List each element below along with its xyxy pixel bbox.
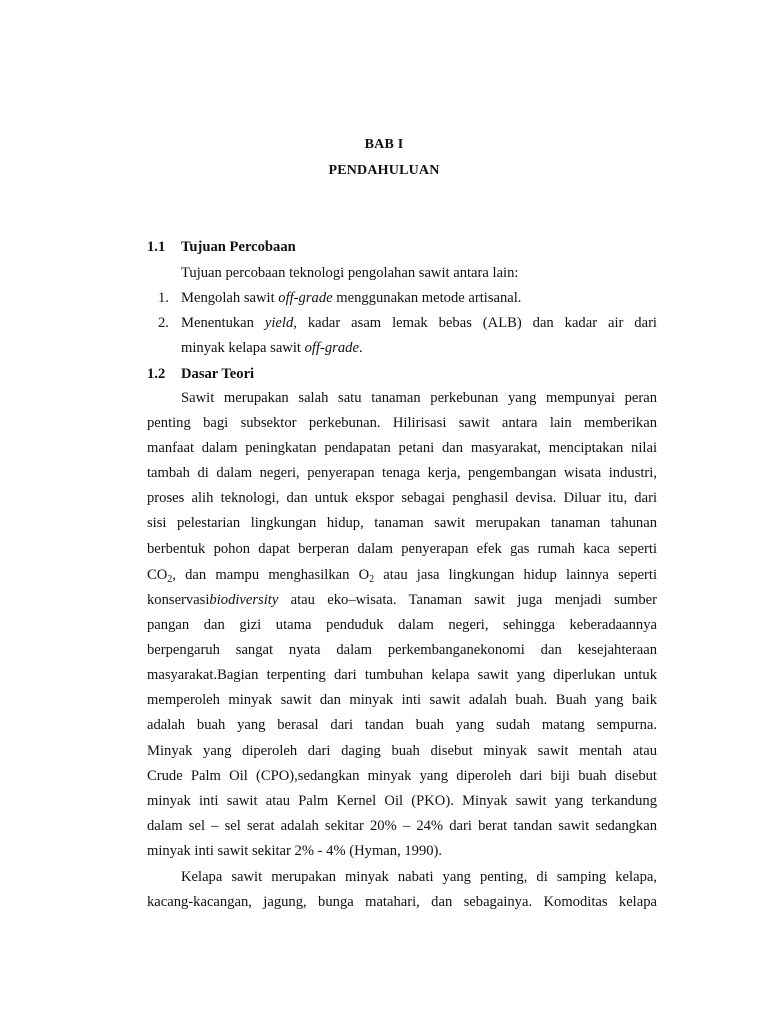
list-item-1: Mengolah sawit off-grade menggunakan metode artisanal. [181, 290, 522, 306]
paragraph-1-line-19: minyak inti sawit sekitar 2% - 4% (Hyman, 1990). [147, 843, 443, 859]
section-number-1-1: 1.1 [147, 239, 166, 255]
paragraph-1-line-16: Crude Palm Oil (CPO),sedangkan minyak yang diperoleh dari biji buah disebut [147, 768, 657, 784]
chapter-number: BAB I [364, 137, 404, 152]
section-intro: Tujuan percobaan teknologi pengolahan sawit antara lain: [181, 265, 519, 281]
paragraph-2-line-1: Kelapa sawit merupakan minyak nabati yang penting, di samping kelapa, [181, 869, 657, 885]
list-item-2-line-1: Menentukan yield, kadar asam lemak bebas (ALB) dan kadar air dari [181, 315, 657, 331]
paragraph-1-line-10: pangan dan gizi utama penduduk dalam negeri, sehingga keberadaannya [147, 617, 657, 633]
paragraph-1-line-6: sisi pelestarian lingkungan hidup, tanaman sawit merupakan tanaman tahunan [147, 515, 657, 531]
chapter-title: PENDAHULUAN [328, 163, 440, 178]
paragraph-1-line-1: Sawit merupakan salah satu tanaman perkebunan yang mempunyai peran [181, 390, 657, 406]
paragraph-1-line-17: minyak inti sawit atau Palm Kernel Oil (PKO). Minyak sawit yang terkandung [147, 793, 657, 809]
paragraph-1-line-13: memperoleh minyak sawit dan minyak inti sawit adalah buah. Buah yang baik [147, 692, 657, 708]
list-marker-2: 2. [158, 315, 169, 331]
section-title-1-2: Dasar Teori [181, 366, 255, 382]
paragraph-1-line-7: berbentuk pohon dapat berperan dalam penyerapan efek gas rumah kaca seperti [147, 541, 657, 557]
list-item-2-line-2: minyak kelapa sawit off-grade. [181, 340, 363, 356]
paragraph-1-line-11: berpengaruh sangat nyata dalam perkembanganekonomi dan kesejahteraan [147, 642, 657, 658]
paragraph-1-line-9: konservasibiodiversity atau eko–wisata. Tanaman sawit juga menjadi sumber [147, 592, 657, 608]
paragraph-1-line-2: penting bagi subsektor perkebunan. Hilirisasi sawit antara lain memberikan [147, 415, 657, 431]
paragraph-1-line-5: proses alih teknologi, dan untuk ekspor sebagai penghasil devisa. Diluar itu, dari [147, 490, 657, 506]
paragraph-1-line-15: Minyak yang diperoleh dari daging buah disebut minyak sawit mentah atau [147, 743, 657, 759]
paragraph-1-line-8: $CO_2$, dan mampu menghasilkan $O_2$ atau jasa lingkungan hidup lainnya seperti [147, 567, 657, 584]
paragraph-1-line-14: adalah buah yang berasal dari tandan buah yang sudah matang sempurna. [147, 717, 657, 733]
list-marker-1: 1. [158, 290, 169, 306]
paragraph-1-line-18: dalam sel – sel serat adalah sekitar 20% – 24% dari berat tandan sawit sedangkan [147, 818, 657, 834]
section-title-1-1: Tujuan Percobaan [181, 239, 296, 255]
section-number-1-2: 1.2 [147, 366, 166, 382]
paragraph-1-line-12: masyarakat.Bagian terpenting dari tumbuhan kelapa sawit yang diperlukan untuk [147, 667, 657, 683]
paragraph-2-line-2: kacang-kacangan, jagung, bunga matahari, dan sebagainya. Komoditas kelapa [147, 894, 657, 910]
paragraph-1-line-4: tambah di dalam negeri, penyerapan tenaga kerja, pengembangan wisata industri, [147, 465, 657, 481]
paragraph-1-line-3: manfaat dalam peningkatan pendapatan petani dan masyarakat, menciptakan nilai [147, 440, 657, 456]
